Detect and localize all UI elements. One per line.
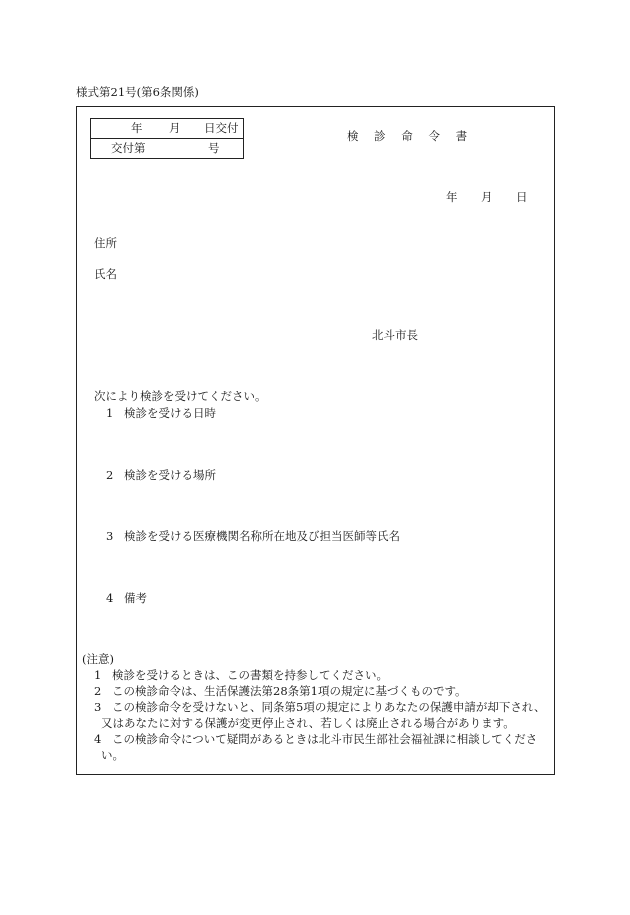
date-year-label: 年 [446, 190, 458, 204]
item-number: 3 [106, 529, 114, 543]
issue-month-label: 月 [169, 121, 181, 135]
note-number: 4 [94, 732, 102, 746]
note-line: この検診命令は、生活保護法第28条第1項の規定に基づくものです。 [112, 684, 467, 698]
notes-header: (注意) [82, 652, 114, 666]
note-number: 2 [94, 684, 102, 698]
note-number: 3 [94, 700, 102, 714]
item-institution-label: 検診を受ける医療機関名称所在地及び担当医師等氏名 [124, 529, 400, 543]
note-number: 1 [94, 668, 102, 682]
item-remarks-label: 備考 [124, 591, 147, 605]
note-line: 又はあなたに対する保護が変更停止され、若しくは廃止される場合があります。 [101, 716, 515, 730]
note-line: 検診を受けるときは、この書類を持参してください。 [112, 668, 388, 682]
note-line: い。 [101, 748, 124, 762]
note-line: この検診命令について疑問があるときは北斗市民生部社会福祉課に相談してくださ [112, 732, 538, 746]
issuer-name: 北斗市長 [372, 328, 418, 342]
form-reference: 様式第21号(第6条関係) [76, 85, 199, 99]
issue-number-prefix: 交付第 [111, 141, 146, 155]
issue-year-label: 年 [131, 121, 143, 135]
name-label: 氏名 [94, 267, 117, 281]
item-number: 1 [106, 406, 114, 420]
item-number: 2 [106, 468, 114, 482]
issue-number-suffix: 号 [208, 141, 220, 155]
date-month-label: 月 [481, 190, 493, 204]
item-location-label: 検診を受ける場所 [124, 468, 216, 482]
issue-day-label: 日交付 [204, 121, 239, 135]
note-line: この検診命令を受けないと、同条第5項の規定によりあなたの保護申請が却下され、 [112, 700, 546, 714]
item-datetime-label: 検診を受ける日時 [124, 406, 216, 420]
item-number: 4 [106, 591, 114, 605]
date-day-label: 日 [516, 190, 528, 204]
intro-text: 次により検診を受けてください。 [94, 389, 267, 403]
issue-box-divider [91, 138, 243, 139]
document-title: 検 診 命 令 書 [347, 129, 474, 143]
address-label: 住所 [94, 236, 117, 250]
